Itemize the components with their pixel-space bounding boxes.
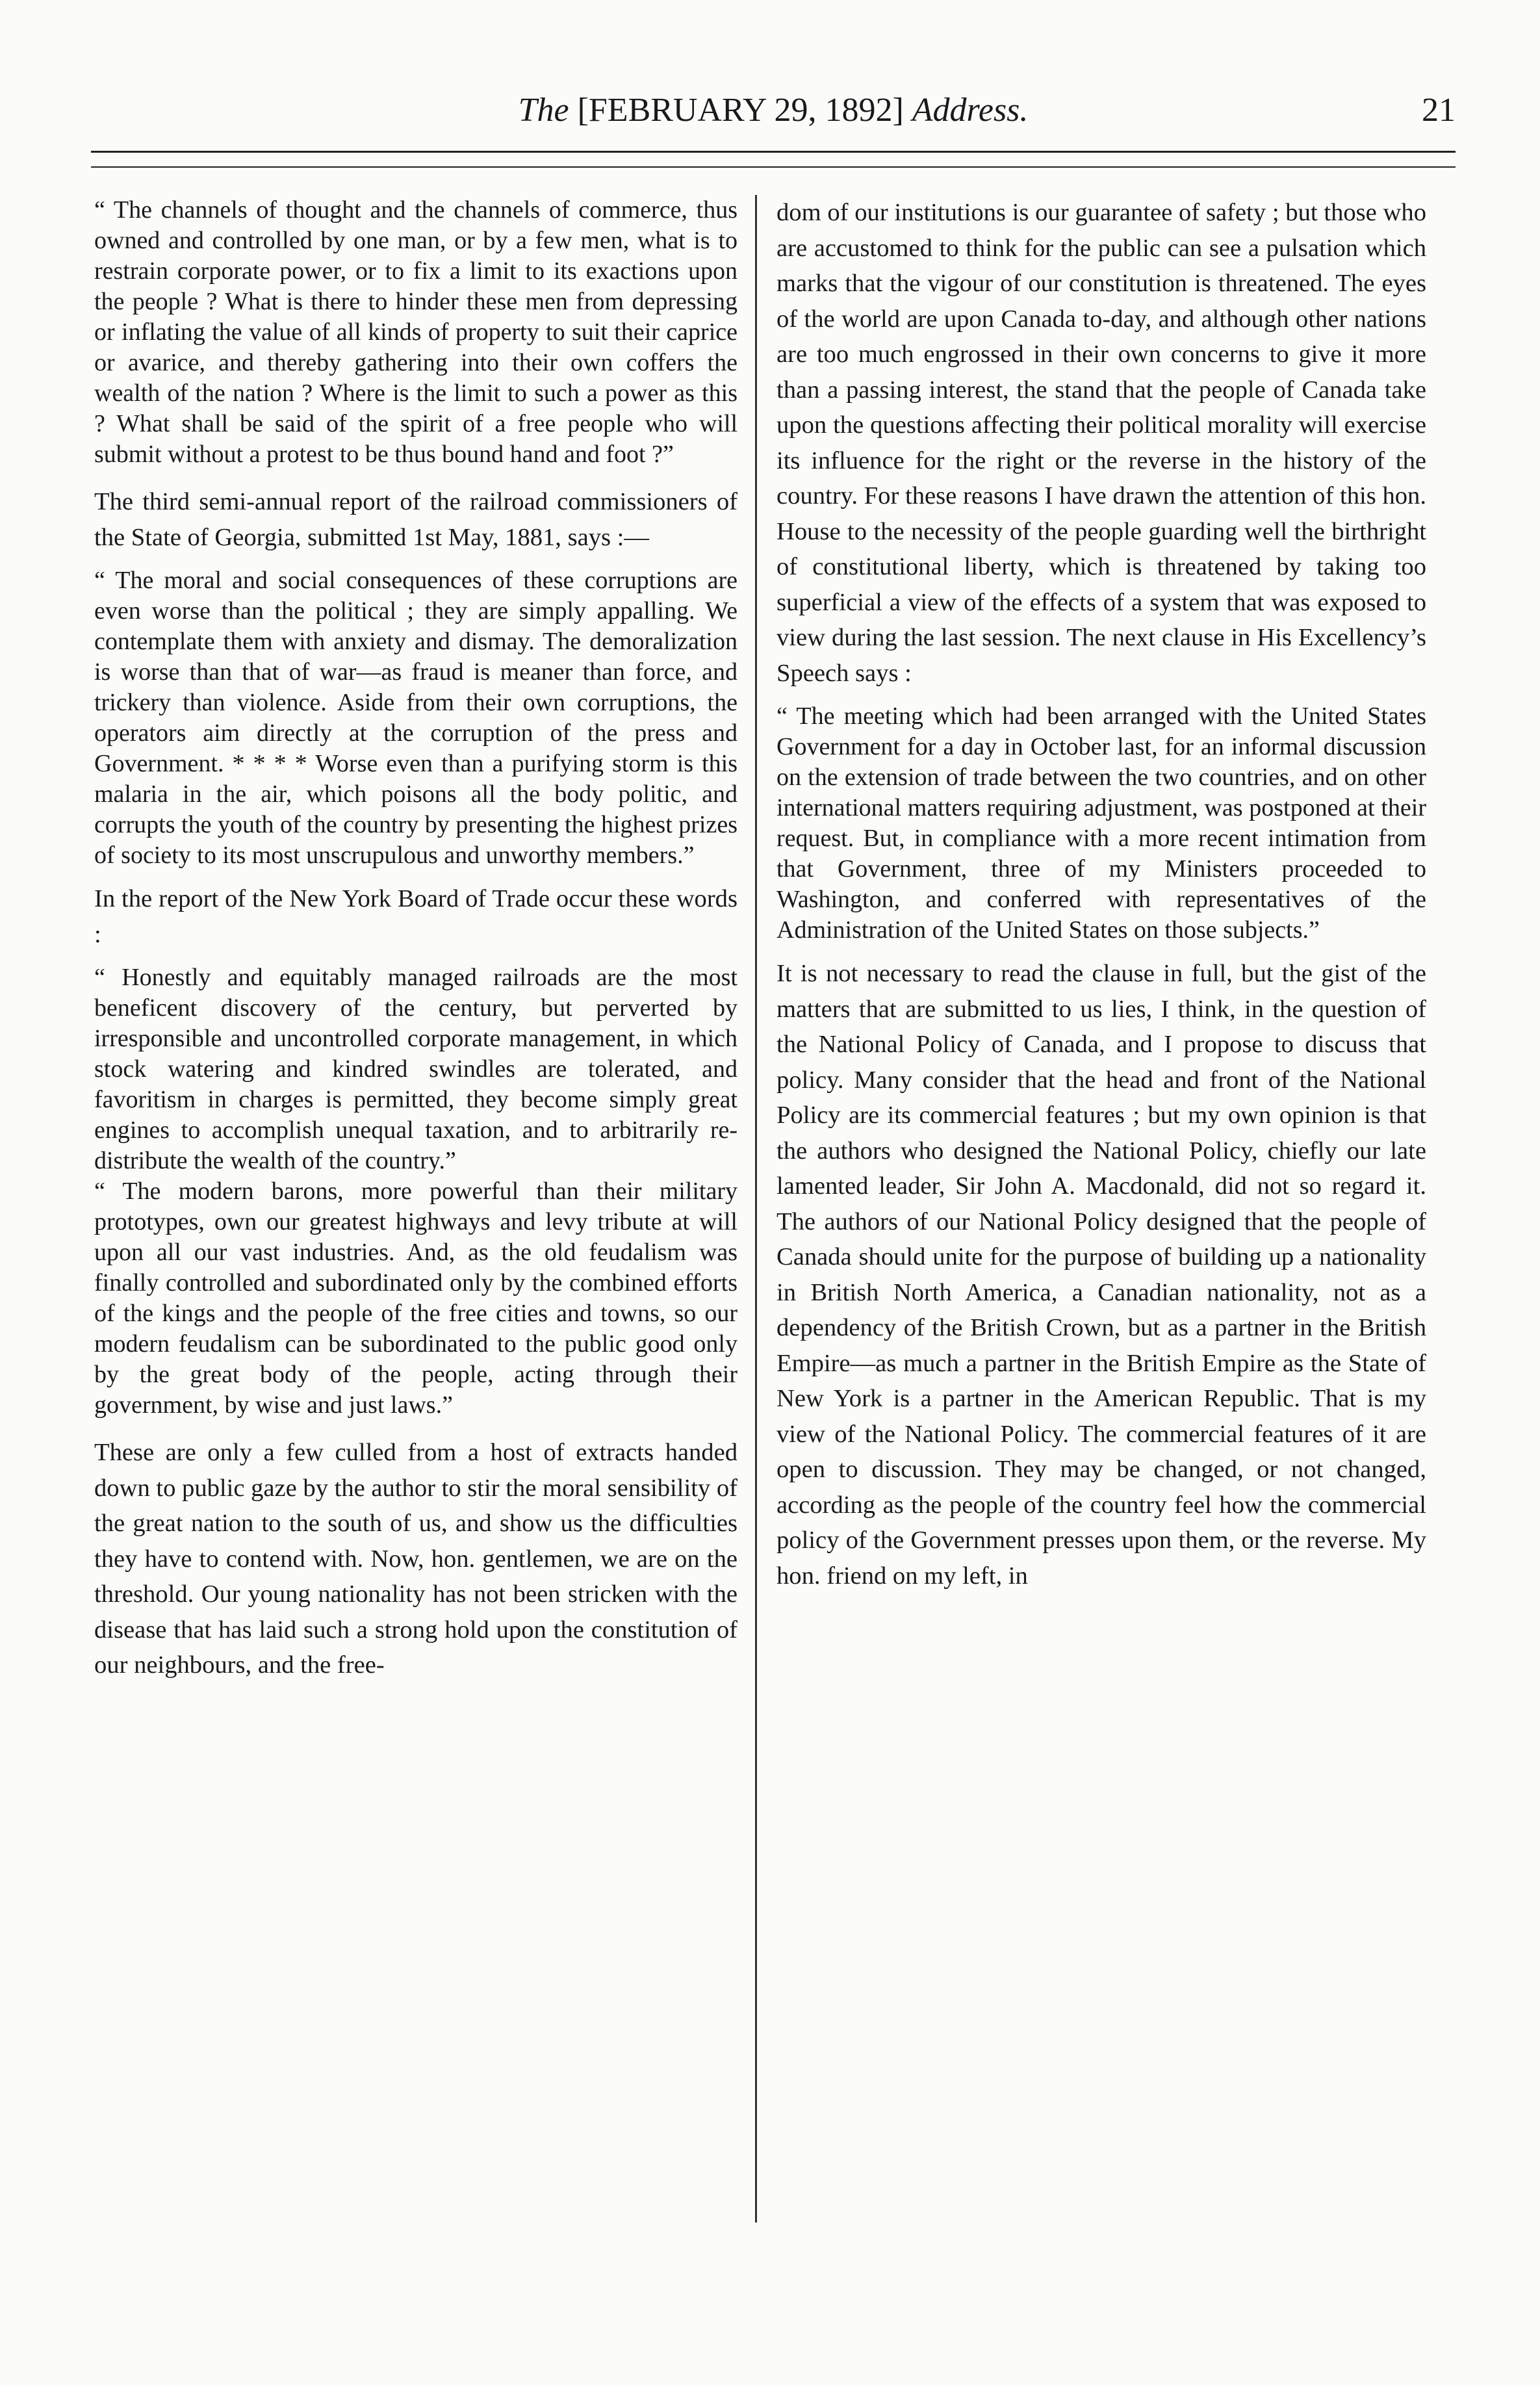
running-header: [91, 91, 1456, 136]
header-rule-bottom: [91, 166, 1456, 168]
paragraph-quote-channels: “ The channels of thought and the channels of commerce, thus owned and controlled by one man, or by a few men, what is to restrain corporate power, or to fix a limit to its exactions upon the people ? What is there to hinder these men from depressing or inflating the value of all kinds of property to suit their caprice or avarice, and thereby gathering into their own coffers the wealth of the nation ? Where is the limit to such a power as this ? What shall be said of the spirit of a free people who will submit without a protest to be thus bound hand and foot ?”: [94, 196, 738, 468]
paragraph-quote-meeting: “ The meeting which had been arranged with the United States Government for a day in October last, for an informal discussion on the extension of trade between the two countries, and on other international matters requiring adjustment, was postponed at their request. But, in compliance with a more recent intimation from that Government, three of my Ministers proceeded to Washington, and conferred with representatives of the Administration of the United States on those subjects.”: [776, 703, 1426, 944]
running-title: [91, 91, 1456, 129]
paragraph-board-of-trade: In the report of the New York Board of Trade occur these words :: [94, 885, 738, 948]
right-column: [776, 195, 1426, 1593]
page-number: 21: [1422, 92, 1456, 129]
paragraph-quote-railroads: “ Honestly and equitably managed railroads are the most beneficent discovery of the century, but perverted by irresponsible and uncontrolled corporate management, in which stock watering and kindred swindles are tolerated, and favoritism in charges is permitted, they become simply great engines to accomplish unequal taxation, and to arbitrarily re-distribute the wealth of the country.”: [94, 964, 738, 1174]
left-column: [94, 195, 738, 1683]
paragraph-national-policy: It is not necessary to read the clause in full, but the gist of the matters that are submitted to us lies, I think, in the question of the National Policy of Canada, and I propose to discuss that policy. Many consider that the head and front of the National Policy are its commercial features ; but my own opinion is that the authors who designed the National Policy, chiefly our late lamented leader, Sir John A. Macdonald, did not so regard it. The authors of our National Policy designed that the people of Canada should unite for the purpose of building up a nationality in British North America, a Canadian nationality, not as a dependency of the British Crown, but as a partner in the British Empire—as much a partner in the British Empire as the State of New York is a partner in the American Republic. That is my view of the National Policy. The commercial features of it are open to discussion. They may be changed, or not changed, according as the people of the country feel how the commercial policy of the Government presses upon them, or the reverse. My hon. friend on my left, in: [776, 960, 1426, 1590]
title-the: The: [518, 92, 569, 129]
paragraph-extracts: These are only a few culled from a host of extracts handed down to public gaze by the author to stir the moral sensibility of the great nation to the south of us, and show us the difficulties they have to contend with. Now, hon. gentlemen, we are on the threshold. Our young nationality has not been stricken with the disease that has laid such a strong hold upon the constitution of our neighbours, and the free-: [94, 1439, 738, 1679]
paragraph-quote-barons: “ The modern barons, more powerful than their military prototypes, own our greatest highways and levy tribute at will upon all our vast industries. And, as the old feudalism was finally controlled and subordinated only by the combined efforts of the kings and the people of the free cities and towns, so our modern feudalism can be subordinated to the public good only by the great body of the people, acting through their government, by wise and just laws.”: [94, 1178, 738, 1419]
paragraph-institutions: dom of our institutions is our guarantee of safety ; but those who are accustomed to think for the public can see a pulsation which marks that the vigour of our constitution is threatened. The eyes of the world are upon Canada to-day, and although other nations are too much engrossed in their own concerns to give it more than a passing interest, the stand that the people of Canada take upon the questions affecting their political morality will exercise its influence for the right or the reverse in the history of the country. For these reasons I have drawn the attention of this hon. House to the necessity of the people guarding well the birthright of constitutional liberty, which is threatened by taking too superficial a view of the effects of a system that was exposed to view during the last session. The next clause in His Excellency’s Speech says :: [776, 199, 1426, 687]
paragraph-georgia-report: The third semi-annual report of the railroad commissioners of the State of Georgia, submitted 1st May, 1881, says :—: [94, 488, 738, 551]
column-divider: [755, 195, 757, 2223]
title-address: Address.: [912, 92, 1029, 129]
title-date: [FEBRUARY 29, 1892]: [577, 92, 904, 129]
paragraph-quote-moral: “ The moral and social consequences of these corruptions are even worse than the political ; they are simply appalling. We contemplate them with anxiety and dismay. The demoralization is worse than that of war—as fraud is meaner than force, and trickery than violence. Aside from their own corruptions, the operators aim directly at the corruption of the press and Government. * * * * Worse even than a purifying storm is this malaria in the air, which poisons all the body politic, and corrupts the youth of the country by presenting the highest prizes of society to its most unscrupulous and unworthy members.”: [94, 567, 738, 869]
header-rule-top: [91, 151, 1456, 153]
